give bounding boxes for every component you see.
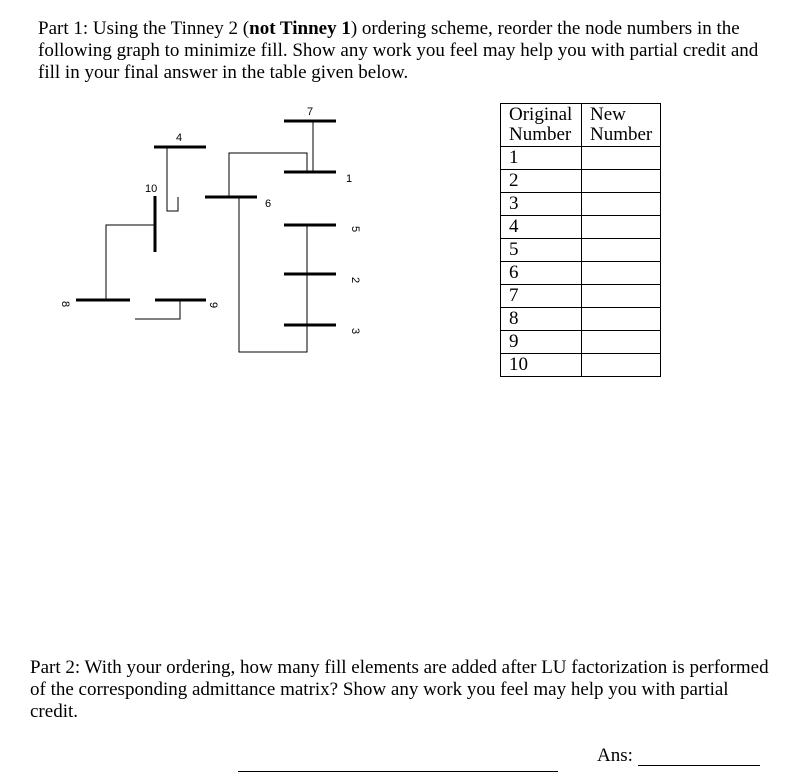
table-row: [501, 285, 661, 308]
header-original-line2: Number: [509, 124, 572, 145]
bottom-rule: [238, 771, 558, 772]
line-9-10: [135, 300, 180, 319]
new-number-cell[interactable]: [582, 239, 661, 262]
original-number-cell: 3: [501, 193, 582, 216]
new-number-cell[interactable]: [582, 354, 661, 377]
node-label-6: 6: [265, 198, 272, 210]
table-row: [501, 193, 661, 216]
original-number-cell: 8: [501, 308, 582, 331]
part1-bold: not Tinney 1: [249, 18, 351, 39]
part2-question: Part 2: With your ordering, how many fill elements are added after LU factorization is performed of the corresponding admittance matrix? Show any work you feel may help you with partial credit.: [30, 657, 769, 722]
new-number-cell[interactable]: [582, 216, 661, 239]
renumbering-table: [500, 103, 661, 377]
table-row: [501, 239, 661, 262]
new-number-cell[interactable]: [582, 285, 661, 308]
header-new-line1: New: [590, 104, 626, 125]
header-new-line2: Number: [590, 124, 653, 145]
node-label-7: 7: [307, 106, 314, 118]
answer-label: Ans:: [597, 745, 633, 766]
new-number-cell[interactable]: [582, 308, 661, 331]
new-number-cell[interactable]: [582, 331, 661, 354]
original-number-cell: 4: [501, 216, 582, 239]
line-10-8: [106, 225, 155, 300]
node-label-1: 1: [346, 173, 353, 185]
node-label-8: 8: [59, 301, 71, 308]
original-number-cell: 7: [501, 285, 582, 308]
header-original-line1: Original: [509, 104, 573, 125]
new-number-cell[interactable]: [582, 262, 661, 285]
table-row: [501, 147, 661, 170]
line-6-1: [229, 153, 307, 197]
answer-blank[interactable]: [638, 765, 760, 766]
table-row: [501, 262, 661, 285]
table-row: [501, 216, 661, 239]
header-new: [582, 104, 661, 147]
node-label-2: 2: [349, 277, 361, 284]
original-number-cell: 2: [501, 170, 582, 193]
original-number-cell: 10: [501, 354, 582, 377]
node-label-10: 10: [145, 183, 158, 195]
table-header-row: [501, 104, 661, 147]
line-4-6: [167, 148, 178, 211]
node-label-5: 5: [349, 226, 361, 233]
header-original: [501, 104, 582, 147]
node-label-4: 4: [176, 132, 183, 144]
original-number-cell: 5: [501, 239, 582, 262]
table-row: [501, 308, 661, 331]
table-row: [501, 331, 661, 354]
original-number-cell: 1: [501, 147, 582, 170]
part1-rest: ) ordering scheme, reorder the node numbers in the following graph to minimize fill. Show any work you feel may help you with partial credit and fill in your final answer in the table given below.: [38, 18, 759, 83]
table-row: [501, 354, 661, 377]
new-number-cell[interactable]: [582, 193, 661, 216]
original-number-cell: 6: [501, 262, 582, 285]
original-number-cell: 9: [501, 331, 582, 354]
new-number-cell[interactable]: [582, 170, 661, 193]
table-row: [501, 170, 661, 193]
new-number-cell[interactable]: [582, 147, 661, 170]
node-label-9: 9: [207, 302, 219, 309]
part1-lead: Part 1: Using the Tinney 2 (: [38, 18, 250, 39]
node-label-3: 3: [349, 328, 361, 335]
